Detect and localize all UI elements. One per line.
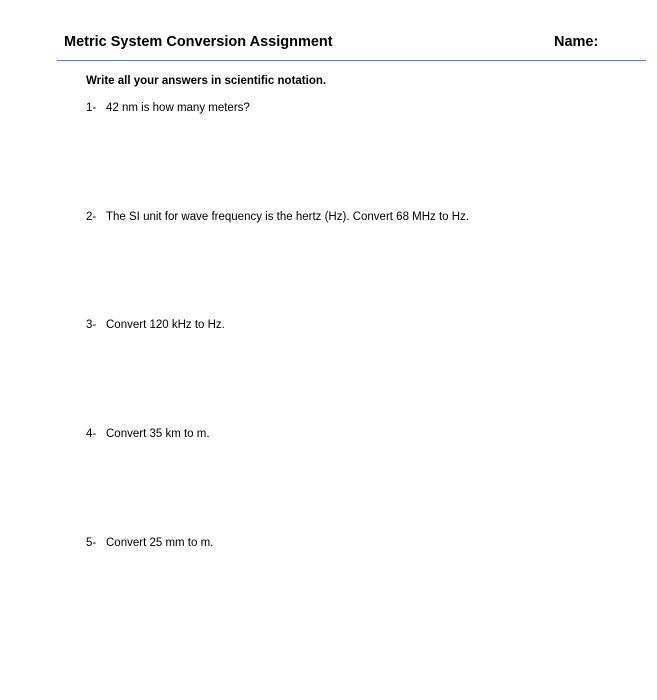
question-number: 4- <box>86 428 97 440</box>
header-divider <box>57 60 646 61</box>
question-text: Convert 35 km to m. <box>106 428 210 440</box>
question-number: 2- <box>86 211 97 223</box>
question-text: Convert 25 mm to m. <box>106 537 214 549</box>
question-number: 3- <box>86 319 97 331</box>
question-number: 1- <box>86 102 97 114</box>
question-item <box>86 428 210 440</box>
name-label: Name: <box>554 34 599 50</box>
question-text: 42 nm is how many meters? <box>106 102 250 114</box>
page-title: Metric System Conversion Assignment <box>64 34 333 50</box>
question-item <box>86 211 469 223</box>
question-item <box>86 319 225 331</box>
question-item <box>86 537 213 549</box>
question-text: The SI unit for wave frequency is the hertz (Hz). Convert 68 MHz to Hz. <box>106 211 470 223</box>
question-number: 5- <box>86 537 97 549</box>
question-item <box>86 102 250 114</box>
instructions-text: Write all your answers in scientific notation. <box>86 75 327 87</box>
question-text: Convert 120 kHz to Hz. <box>106 319 225 331</box>
